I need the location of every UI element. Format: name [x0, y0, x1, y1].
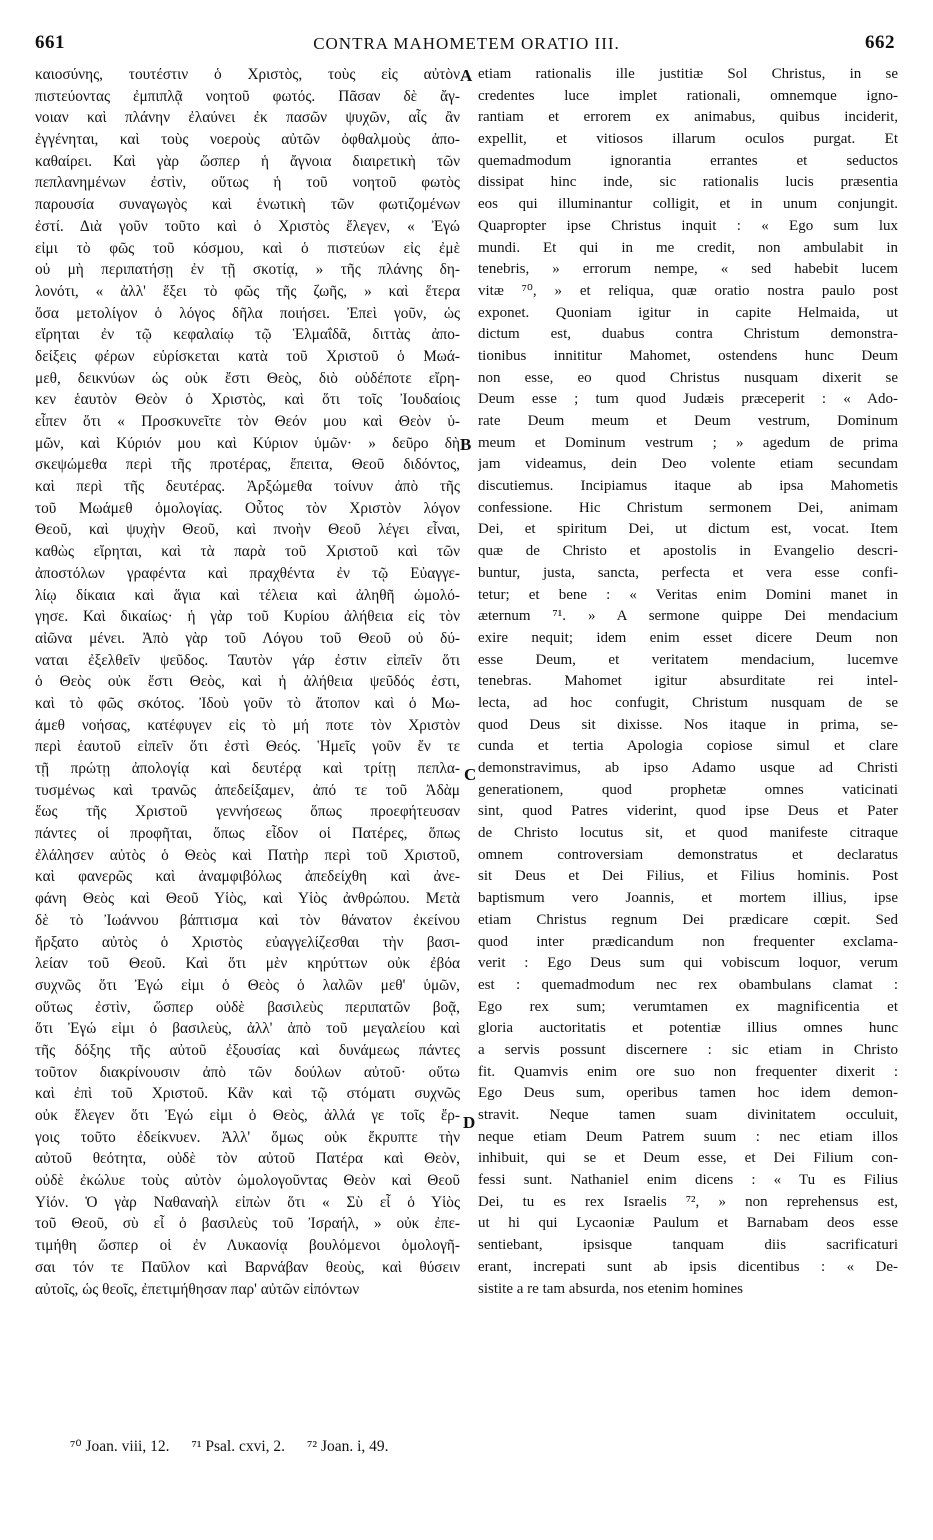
greek-text-line: τοῦ Μωάμεθ ὁμολογίας. Οὗτος τὸν Χριστὸν λόγον [35, 499, 460, 517]
latin-text-line: de Christo locutus sit, et quod manifeste citraque [478, 825, 898, 842]
greek-text-line: οὐδὲ ἐκώλυε τοὺς αὐτὸν ὡμολογοῦντας Θεὸν καὶ Θεοῦ [35, 1172, 460, 1190]
greek-text-line: τῆς δόξης τῆς αὐτοῦ ἐξουσίας καὶ δυνάμεως πάντες [35, 1041, 460, 1059]
latin-text-line: mundi. Et qui in me credit, non ambulabit in [478, 239, 898, 256]
greek-text-line: συχνῶς ὅτι Ἐγώ εἰμι ὁ Θεὸς ὁ λαλῶν μεθ' ὑμῶν, [35, 976, 460, 994]
greek-text-line: ἕως τῆς Χριστοῦ γεννήσεως ὅπως προεφήτευσαν [35, 803, 460, 821]
latin-text-line: sit Deus et Dei Filius, et Filius hominis. Post [478, 868, 898, 885]
latin-text-line: lecta, ad hoc confugit, Christum nusquam de se [478, 694, 898, 711]
section-marker-a: A [460, 66, 473, 85]
greek-text-line: ὅτι Ἐγώ εἰμι ὁ βασιλεὺς, ἀλλ' ἀπὸ τοῦ μεγαλείου καὶ [35, 1020, 460, 1038]
greek-text-line: παρουσία συναγωγὸς καὶ ἑνωτικὴ τῶν φωτιζομένων [35, 196, 460, 214]
greek-column [35, 64, 460, 1300]
greek-text-line: σκεψώμεθα περὶ τῆς προτέρας, ἔπειτα, Θεοῦ διδόντος, [35, 456, 460, 474]
greek-text-line: εἴρηται ἐν τῷ κεφαλαίῳ τῷ Ἑλμαΐδᾶ, διττὰς ἀπο- [35, 326, 460, 344]
latin-text-line: gloria auctoritatis et potentiæ illius omnes hunc [478, 1020, 898, 1037]
latin-text-line: rate Deum meum et Deum vestrum, Dominum [478, 413, 898, 429]
greek-text-line: οὕτως ἐστὶν, ὥσπερ οὐδὲ βασιλεὺς περιπατῶν βοᾷ, [35, 998, 460, 1016]
latin-text-line: verit : Ego Deus sum qui vobiscum loquor, verum [478, 955, 898, 972]
greek-text-line: περὶ ἑαυτοῦ εἰπεῖν ὅτι ἐστὶ Θεός. Ἡμεῖς γοῦν ἔν τε [35, 738, 460, 756]
latin-text-line: jam videamus, dein Deo volente etiam secundam [478, 456, 898, 473]
greek-text-line: μῶν, καὶ Κύριόν μου καὶ Κύριον ὑμῶν· » δεῦρο δὴ [35, 434, 460, 452]
latin-text-line: confessione. Hic Christum sermonem Dei, animam [478, 499, 898, 516]
latin-text-line: etiam rationalis ille justitiæ Sol Christus, in se [478, 66, 898, 82]
latin-text-line: fit. Quamvis enim ore suo non frequenter dixerit : [478, 1063, 898, 1080]
page-number-left: 661 [35, 32, 65, 53]
section-marker-d: D [463, 1113, 476, 1132]
latin-text-line: tenebras. Mahomet igitur absurditate rei intel- [478, 673, 898, 690]
greek-text-line: καὶ ἐπὶ τοῦ Χριστοῦ. Κἂν καὶ τῷ στόματι συχνῶς [35, 1085, 460, 1103]
latin-text-line: credentes luce implet rationali, omnemque igno- [478, 87, 898, 104]
greek-text-line: πάντες οἱ προφῆται, ὅπως εἶδον οἱ Πατέρες, ὅπως [35, 825, 460, 843]
greek-text-line: πεπλανημένων ἐστὶν, οὕτως ἡ τοῦ νοητοῦ φωτὸς [35, 174, 460, 192]
latin-text-line: inhibuit, qui se et Deum esse, et Dei Filium con- [478, 1150, 898, 1167]
footnote: ⁷² Joan. i, 49. [307, 1438, 389, 1455]
greek-text-line: άμεθ νοήσας, κατέφυγεν εἰς τὸ μή ποτε τὸν Χριστὸν [35, 716, 460, 734]
latin-text-line: fessi sunt. Nathaniel enim dicens : « Tu es Filius [478, 1172, 898, 1189]
greek-text-line: κεν ἑαυτὸν Θεὸν ὁ Χριστὸς, καὶ ὅτι τοῖς Ἰουδαίοις [35, 391, 460, 409]
greek-text-line: οὐκ ἔλεγεν ὅτι Ἐγώ εἰμι ὁ Θεὸς, ἀλλά γε τοῖς ἔρ- [35, 1107, 460, 1124]
greek-text-line: φάνη Θεὸς καὶ Θεοῦ Υἱὸς, καὶ Υἱὸς ἀνθρώπου. Μετὰ [35, 890, 460, 908]
greek-text-line: Υἱόν. Ὁ γὰρ Ναθαναὴλ εἰπὼν ὅτι « Σὺ εἶ ὁ Υἱὸς [35, 1193, 460, 1211]
latin-text-line: Dei, tu es rex Israelis ⁷², » non reprehensus est, [478, 1193, 898, 1210]
greek-text-line: τοῦ Θεοῦ, σὺ εἶ ὁ βασιλεὺς τοῦ Ἰσραήλ, » οὐκ ἐπε- [35, 1215, 460, 1233]
section-marker-c: C [464, 765, 477, 784]
greek-text-line: τυσμένως καὶ τρανῶς ἀπεδείξαμεν, ἀπό τε τοῦ Ἀδὰμ [35, 781, 460, 799]
latin-text-line: baptismum vero Joannis, et mortem illius, ipse [478, 890, 898, 907]
greek-text-line: λονότι, « ἀλλ' ἕξει τὸ φῶς τῆς ζωῆς, » καὶ ἕτερα [35, 282, 460, 300]
latin-text-line: Dei, et spiritum Dei, ut dictum est, vocat. Item [478, 521, 898, 538]
greek-text-line: καθὼς εἴρηται, καὶ τὰ παρὰ τοῦ Χριστοῦ καὶ τῶν [35, 543, 460, 561]
greek-text-line: δὲ τὸ Ἰωάννου βάπτισμα καὶ τὸν θάνατον ἐκείνου [35, 911, 460, 929]
latin-text-line: sentiebant, ipsisque tanquam diis sacrificaturi [478, 1237, 898, 1254]
latin-text-line: non esse, eo quod Christus nusquam dixerit se [478, 369, 898, 386]
latin-text-line: Ego rex sum; verumtamen ex magnificentia et [478, 998, 898, 1015]
latin-text-line: sistite a re tam absurda, nos etenim homines [478, 1280, 743, 1297]
greek-text-line: καὶ περὶ τῆς δευτέρας. Ἀρξώμεθα τοίνυν ἀπὸ τῆς [35, 478, 460, 496]
latin-text-line: expellit, et vitiosos illarum oculos purgat. Et [478, 131, 898, 148]
greek-text-line: οὐ μὴ περιπατήσῃ ἐν τῇ σκοτίᾳ, » τῆς πλάνης δη- [35, 261, 460, 279]
greek-text-line: σαι τόν τε Παῦλον καὶ Βαρνάβαν θεοὺς, καὶ θύσειν [35, 1258, 460, 1276]
latin-text-line: discutiemus. Incipiamus itaque ab ipsa Mahometis [478, 478, 898, 495]
greek-text-line: αὐτοῦ θεότητα, οὐδὲ τὸν αὐτοῦ Πατέρα καὶ Θεὸν, [35, 1150, 460, 1168]
greek-text-line: καὶ φανερῶς καὶ ἀναμφιβόλως ἀπεδείχθη καὶ ἀνε- [35, 868, 460, 886]
latin-text-line: æternum ⁷¹. » A sermone quippe Dei mendacium [478, 608, 898, 625]
latin-text-line: demonstravimus, ab ipso Adamo usque ad Christi [478, 760, 898, 776]
latin-text-line: etiam Christus regnum Dei prædicare cœpit. Sed [478, 911, 898, 928]
greek-text-line: ὅσα μετολίγον ὁ λόγος δῆλα ποιήσει. Ἐπεὶ γοῦν, ὡς [35, 304, 460, 322]
latin-text-line: est : quemadmodum nec rex obambulans clamat : [478, 976, 898, 993]
greek-text-line: γησε. Καὶ δικαίως· ἡ γὰρ τοῦ Κυρίου ἀλήθεια εἰς τὸν [35, 608, 460, 626]
greek-text-line: ἐλάλησεν αὐτὸς ὁ Θεὸς καὶ Πατὴρ περὶ τοῦ Χριστοῦ, [35, 846, 460, 864]
latin-text-line: sint, quod Patres viderint, quod ipse Deus et Pater [478, 803, 898, 820]
latin-column [478, 64, 898, 1300]
greek-text-line: τοῦτον διακρίνουσιν ἀπὸ τῶν δούλων αὐτοῦ· οὕτω [35, 1063, 460, 1081]
greek-text-line: τῇ πρώτῃ ἀπολογίᾳ καὶ δευτέρᾳ καὶ τρίτῃ πεπλα- [35, 760, 460, 777]
latin-text-line: vitæ ⁷⁰, » et reliqua, quæ oratio nostra paulo post [478, 282, 898, 299]
latin-text-line: neque etiam Deum Patrem suum : nec etiam illos [478, 1128, 898, 1145]
latin-text-line: esse Deum, et veritatem mendacium, lucemve [478, 651, 898, 668]
latin-text-line: ut hi qui Lycaoniæ Paulum et Barnabam deos esse [478, 1215, 898, 1232]
latin-text-line: rantiam et errorem ex animabus, quibus inciderit, [478, 109, 898, 126]
greek-text-line: ναται ἐξελθεῖν ψεῦδος. Ταυτὸν γάρ ἐστιν εἰπεῖν ὅτι [35, 651, 460, 669]
greek-text-line: μεθ, δεικνύων ὡς οὐκ ἔστι Θεὸς, διὸ οὐδέποτε εἴρη- [35, 369, 460, 387]
greek-text-line: ὁ Θεὸς οὐκ ἔστι Θεὸς, καὶ ἡ ἀλήθεια ψεῦδός ἐστι, [35, 673, 460, 691]
latin-text-line: quod Deus sit dixisse. Nos itaque in prima, se- [478, 716, 898, 733]
greek-text-line: καὶ τὸ φῶς σκότος. Ἰδοὺ γοῦν τὸ ἄτοπον καὶ ὁ Μω- [35, 694, 460, 712]
greek-text-line: νοιαν καὶ πλάνην ἐλαύνει ἐκ πασῶν ψυχῶν, αἷς ἂν [35, 109, 460, 127]
greek-text-line: καιοσύνης, τουτέστιν ὁ Χριστὸς, τοὺς εἰς αὐτὸν [35, 66, 460, 83]
latin-text-line: meum et Dominum vestrum ; » agedum de prima [478, 434, 898, 451]
latin-text-line: Ego Deus sum, operibus tamen hoc idem demon- [478, 1085, 898, 1102]
latin-text-line: cunda et tertia Apologia copiose simul et clare [478, 738, 898, 755]
greek-text-line: τιμήθη ὥσπερ οἱ ἐν Λυκαονίᾳ βουλόμενοι ὁμολογῆ- [35, 1237, 460, 1255]
greek-text-line: ἐστί. Διὰ γοῦν τοῦτο καὶ ὁ Χριστὸς ἔλεγεν, « Ἐγώ [35, 217, 460, 235]
greek-text-line: εἶπεν ὅτι « Προσκυνεῖτε τὸν Θεόν μου καὶ Θεὸν ὑ- [35, 413, 460, 430]
greek-text-line: ἤρξατο αὐτὸς ὁ Χριστὸς εὐαγγελίζεσθαι τὴν βασι- [35, 933, 460, 951]
footnote: ⁷¹ Psal. cxvi, 2. [191, 1438, 286, 1455]
page-header [0, 32, 933, 56]
page-number-right: 662 [865, 32, 895, 53]
latin-text-line: generationem, quod prophetæ omnes vaticinati [478, 781, 898, 798]
greek-text-line: ἐγγένηται, καὶ τοὺς νοεροὺς αὐτῶν ὀφθαλμοὺς ἀπο- [35, 131, 460, 149]
latin-text-line: omnem controversiam demonstratus et declaratus [478, 846, 898, 863]
footnotes [70, 1437, 411, 1456]
footnote: ⁷⁰ Joan. viii, 12. [70, 1438, 170, 1455]
latin-text-line: buntur, justa, sancta, perfecta et vera esse confi- [478, 564, 898, 581]
latin-text-line: eos qui illuminantur colligit, et in unum conjungit. [478, 196, 898, 213]
greek-text-line: γοις τοῦτο ἐδείκνυεν. Ἀλλ' ὅμως οὐκ ἔκρυπτε τὴν [35, 1128, 460, 1146]
latin-text-line: tetur; et bene : « Veritas enim Domini manet in [478, 586, 898, 603]
latin-text-line: tenebris, » errorum nempe, « sed habebit lucem [478, 261, 898, 278]
greek-text-line: ἀποστόλων γραφέντα καὶ πραχθέντα ἐν τῷ Εὐαγγε- [35, 564, 460, 582]
latin-text-line: quæ de Christo et apostolis in Evangelio descri- [478, 543, 898, 560]
latin-text-line: a servis possunt discernere : sic etiam in Christo [478, 1041, 898, 1058]
greek-text-line: πιστεύοντας ἐμπιπλᾷ νοητοῦ φωτός. Πᾶσαν δὲ ἄγ- [35, 87, 460, 105]
latin-text-line: tionibus innititur Mahomet, ostendens hunc Deum [478, 347, 898, 364]
greek-text-line: εἰμι τὸ φῶς τοῦ κόσμου, καὶ ὁ πιστεύων εἰς ἐμὲ [35, 239, 460, 257]
latin-text-line: exponet. Quoniam igitur in capite Helmaida, ut [478, 304, 898, 321]
section-marker-b: B [460, 435, 472, 454]
greek-text-line: αὐτοῖς, ὡς θεοῖς, ἐπετιμήθησαν παρ' αὐτῶν εἰπόντων [35, 1280, 360, 1298]
greek-text-line: λίῳ δίκαια καὶ ἅγια καὶ τέλεια καὶ ἀληθῆ ὡμολό- [35, 586, 460, 604]
latin-text-line: Quapropter ipse Christus inquit : « Ego sum lux [478, 217, 898, 234]
greek-text-line: δείξεις φέρων εὑρίσκεται κατὰ τοῦ Χριστοῦ ὁ Μωά- [35, 347, 460, 365]
latin-text-line: dissipat hinc inde, sic rationalis lucis præsentia [478, 174, 898, 191]
latin-text-line: quod inter prædicandum non frequenter exclama- [478, 933, 898, 950]
greek-text-line: Θεοῦ, καὶ ψυχὴν Θεοῦ, καὶ πνοὴν Θεοῦ λέγει εἶναι, [35, 521, 460, 539]
latin-text-line: Deum esse ; tum quod Judæis præceperit : « Ado- [478, 391, 898, 408]
latin-text-line: quemadmodum ignorantia errantes et seductos [478, 152, 898, 169]
greek-text-line: αἰῶνα μένει. Ἀπὸ γὰρ τοῦ Λόγου τοῦ Θεοῦ οὐ δύ- [35, 629, 460, 647]
greek-text-line: καθαίρει. Καὶ γὰρ ὥσπερ ἡ ἄγνοια διαιρετικὴ τῶν [35, 152, 460, 170]
latin-text-line: exire nequit; idem enim esset dicere Deum non [478, 629, 898, 646]
greek-text-line: λείαν τοῦ Θεοῦ. Καὶ ὅτι μὲν κηρύττων οὐκ ἐβόα [35, 955, 460, 973]
latin-text-line: stravit. Neque tamen suam divinitatem occuluit, [478, 1107, 898, 1123]
latin-text-line: dictum est, duabus contra Christum demonstra- [478, 326, 898, 343]
running-title: CONTRA MAHOMETEM ORATIO III. [313, 34, 620, 53]
latin-text-line: erant, increpati sunt ab ipsis dicentibus : « De- [478, 1258, 898, 1275]
